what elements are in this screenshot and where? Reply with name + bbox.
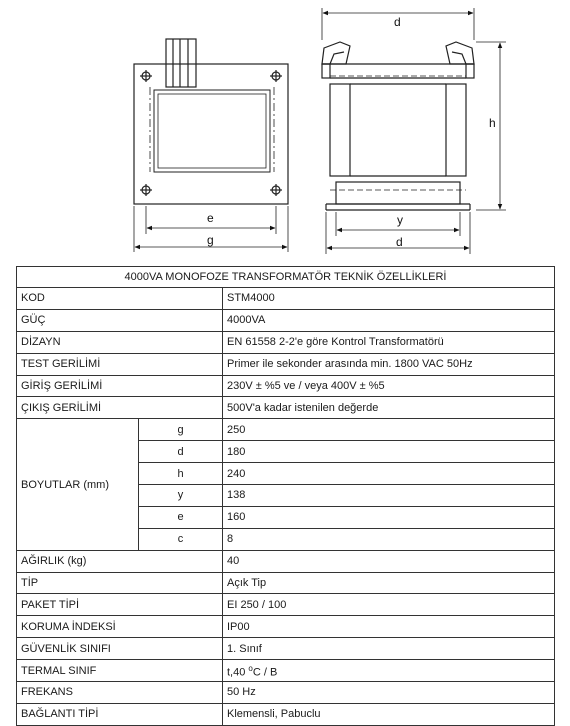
row-label: KORUMA İNDEKSİ xyxy=(17,616,223,638)
thermal-suffix: C / B xyxy=(252,666,278,679)
row-label: KOD xyxy=(17,288,223,310)
dimension-value: 180 xyxy=(223,441,555,463)
mounting-hole-icon xyxy=(140,70,152,82)
row-label: GÜVENLİK SINIFI xyxy=(17,638,223,660)
row-label: TERMAL SINIF xyxy=(17,660,223,682)
row-value: 230V ± %5 ve / veya 400V ± %5 xyxy=(223,375,555,397)
row-label: ÇIKIŞ GERİLİMİ xyxy=(17,397,223,419)
row-value: EI 250 / 100 xyxy=(223,594,555,616)
table-row xyxy=(17,288,555,310)
front-view xyxy=(134,39,288,204)
degree-mark: o xyxy=(248,663,253,673)
table-row xyxy=(17,375,555,397)
mounting-hole-icon xyxy=(270,70,282,82)
dim-label-d-bottom: d xyxy=(396,235,403,249)
row-label: BAĞLANTI TİPİ xyxy=(17,703,223,725)
row-value: Açık Tip xyxy=(223,572,555,594)
spec-table xyxy=(16,266,555,726)
dim-label-g: g xyxy=(207,233,214,247)
row-value: Primer ile sekonder arasında min. 1800 VAC 50Hz xyxy=(223,353,555,375)
row-value: EN 61558 2-2'e göre Kontrol Transformatörü xyxy=(223,331,555,353)
table-title: 4000VA MONOFOZE TRANSFORMATÖR TEKNİK ÖZELLİKLERİ xyxy=(17,267,555,288)
dimensions-label: BOYUTLAR (mm) xyxy=(17,419,139,550)
table-row xyxy=(17,638,555,660)
table-row xyxy=(17,353,555,375)
row-label: GÜÇ xyxy=(17,309,223,331)
dim-label-d-top: d xyxy=(394,15,401,29)
table-row xyxy=(17,682,555,704)
row-value: 1. Sınıf xyxy=(223,638,555,660)
table-title-row xyxy=(17,267,555,288)
dim-label-h: h xyxy=(489,116,496,130)
dimension-row xyxy=(17,419,555,441)
dimension-key: d xyxy=(139,441,223,463)
dimension-key: e xyxy=(139,506,223,528)
transformer-drawing xyxy=(0,0,570,262)
row-value: STM4000 xyxy=(223,288,555,310)
dim-label-e: e xyxy=(207,211,214,225)
dimension-key: g xyxy=(139,419,223,441)
row-value: 4000VA xyxy=(223,309,555,331)
dimension-key: c xyxy=(139,528,223,550)
row-value: Klemensli, Pabuclu xyxy=(223,703,555,725)
dim-label-y: y xyxy=(397,213,403,227)
thermal-prefix: t,40 xyxy=(227,666,249,679)
table-row xyxy=(17,572,555,594)
side-view xyxy=(322,42,474,210)
table-row xyxy=(17,616,555,638)
table-row xyxy=(17,331,555,353)
dimension-value: 8 xyxy=(223,528,555,550)
row-label: DİZAYN xyxy=(17,331,223,353)
row-label: GİRİŞ GERİLİMİ xyxy=(17,375,223,397)
table-row xyxy=(17,550,555,572)
table-row xyxy=(17,309,555,331)
row-label: AĞIRLIK (kg) xyxy=(17,550,223,572)
row-label: TİP xyxy=(17,572,223,594)
table-row xyxy=(17,660,555,682)
dimension-key: y xyxy=(139,485,223,507)
dimension-key: h xyxy=(139,463,223,485)
row-label: TEST GERİLİMİ xyxy=(17,353,223,375)
dimension-value: 240 xyxy=(223,463,555,485)
mounting-hole-icon xyxy=(270,184,282,196)
table-row xyxy=(17,397,555,419)
row-label: FREKANS xyxy=(17,682,223,704)
row-label: PAKET TİPİ xyxy=(17,594,223,616)
row-value: 40 xyxy=(223,550,555,572)
row-value: 500V'a kadar istenilen değerde xyxy=(223,397,555,419)
dimension-value: 250 xyxy=(223,419,555,441)
dimension-value: 160 xyxy=(223,506,555,528)
row-value: IP00 xyxy=(223,616,555,638)
row-value: 50 Hz xyxy=(223,682,555,704)
dimension-value: 138 xyxy=(223,485,555,507)
mounting-hole-icon xyxy=(140,184,152,196)
row-value xyxy=(223,660,555,682)
table-row xyxy=(17,703,555,725)
table-row xyxy=(17,594,555,616)
